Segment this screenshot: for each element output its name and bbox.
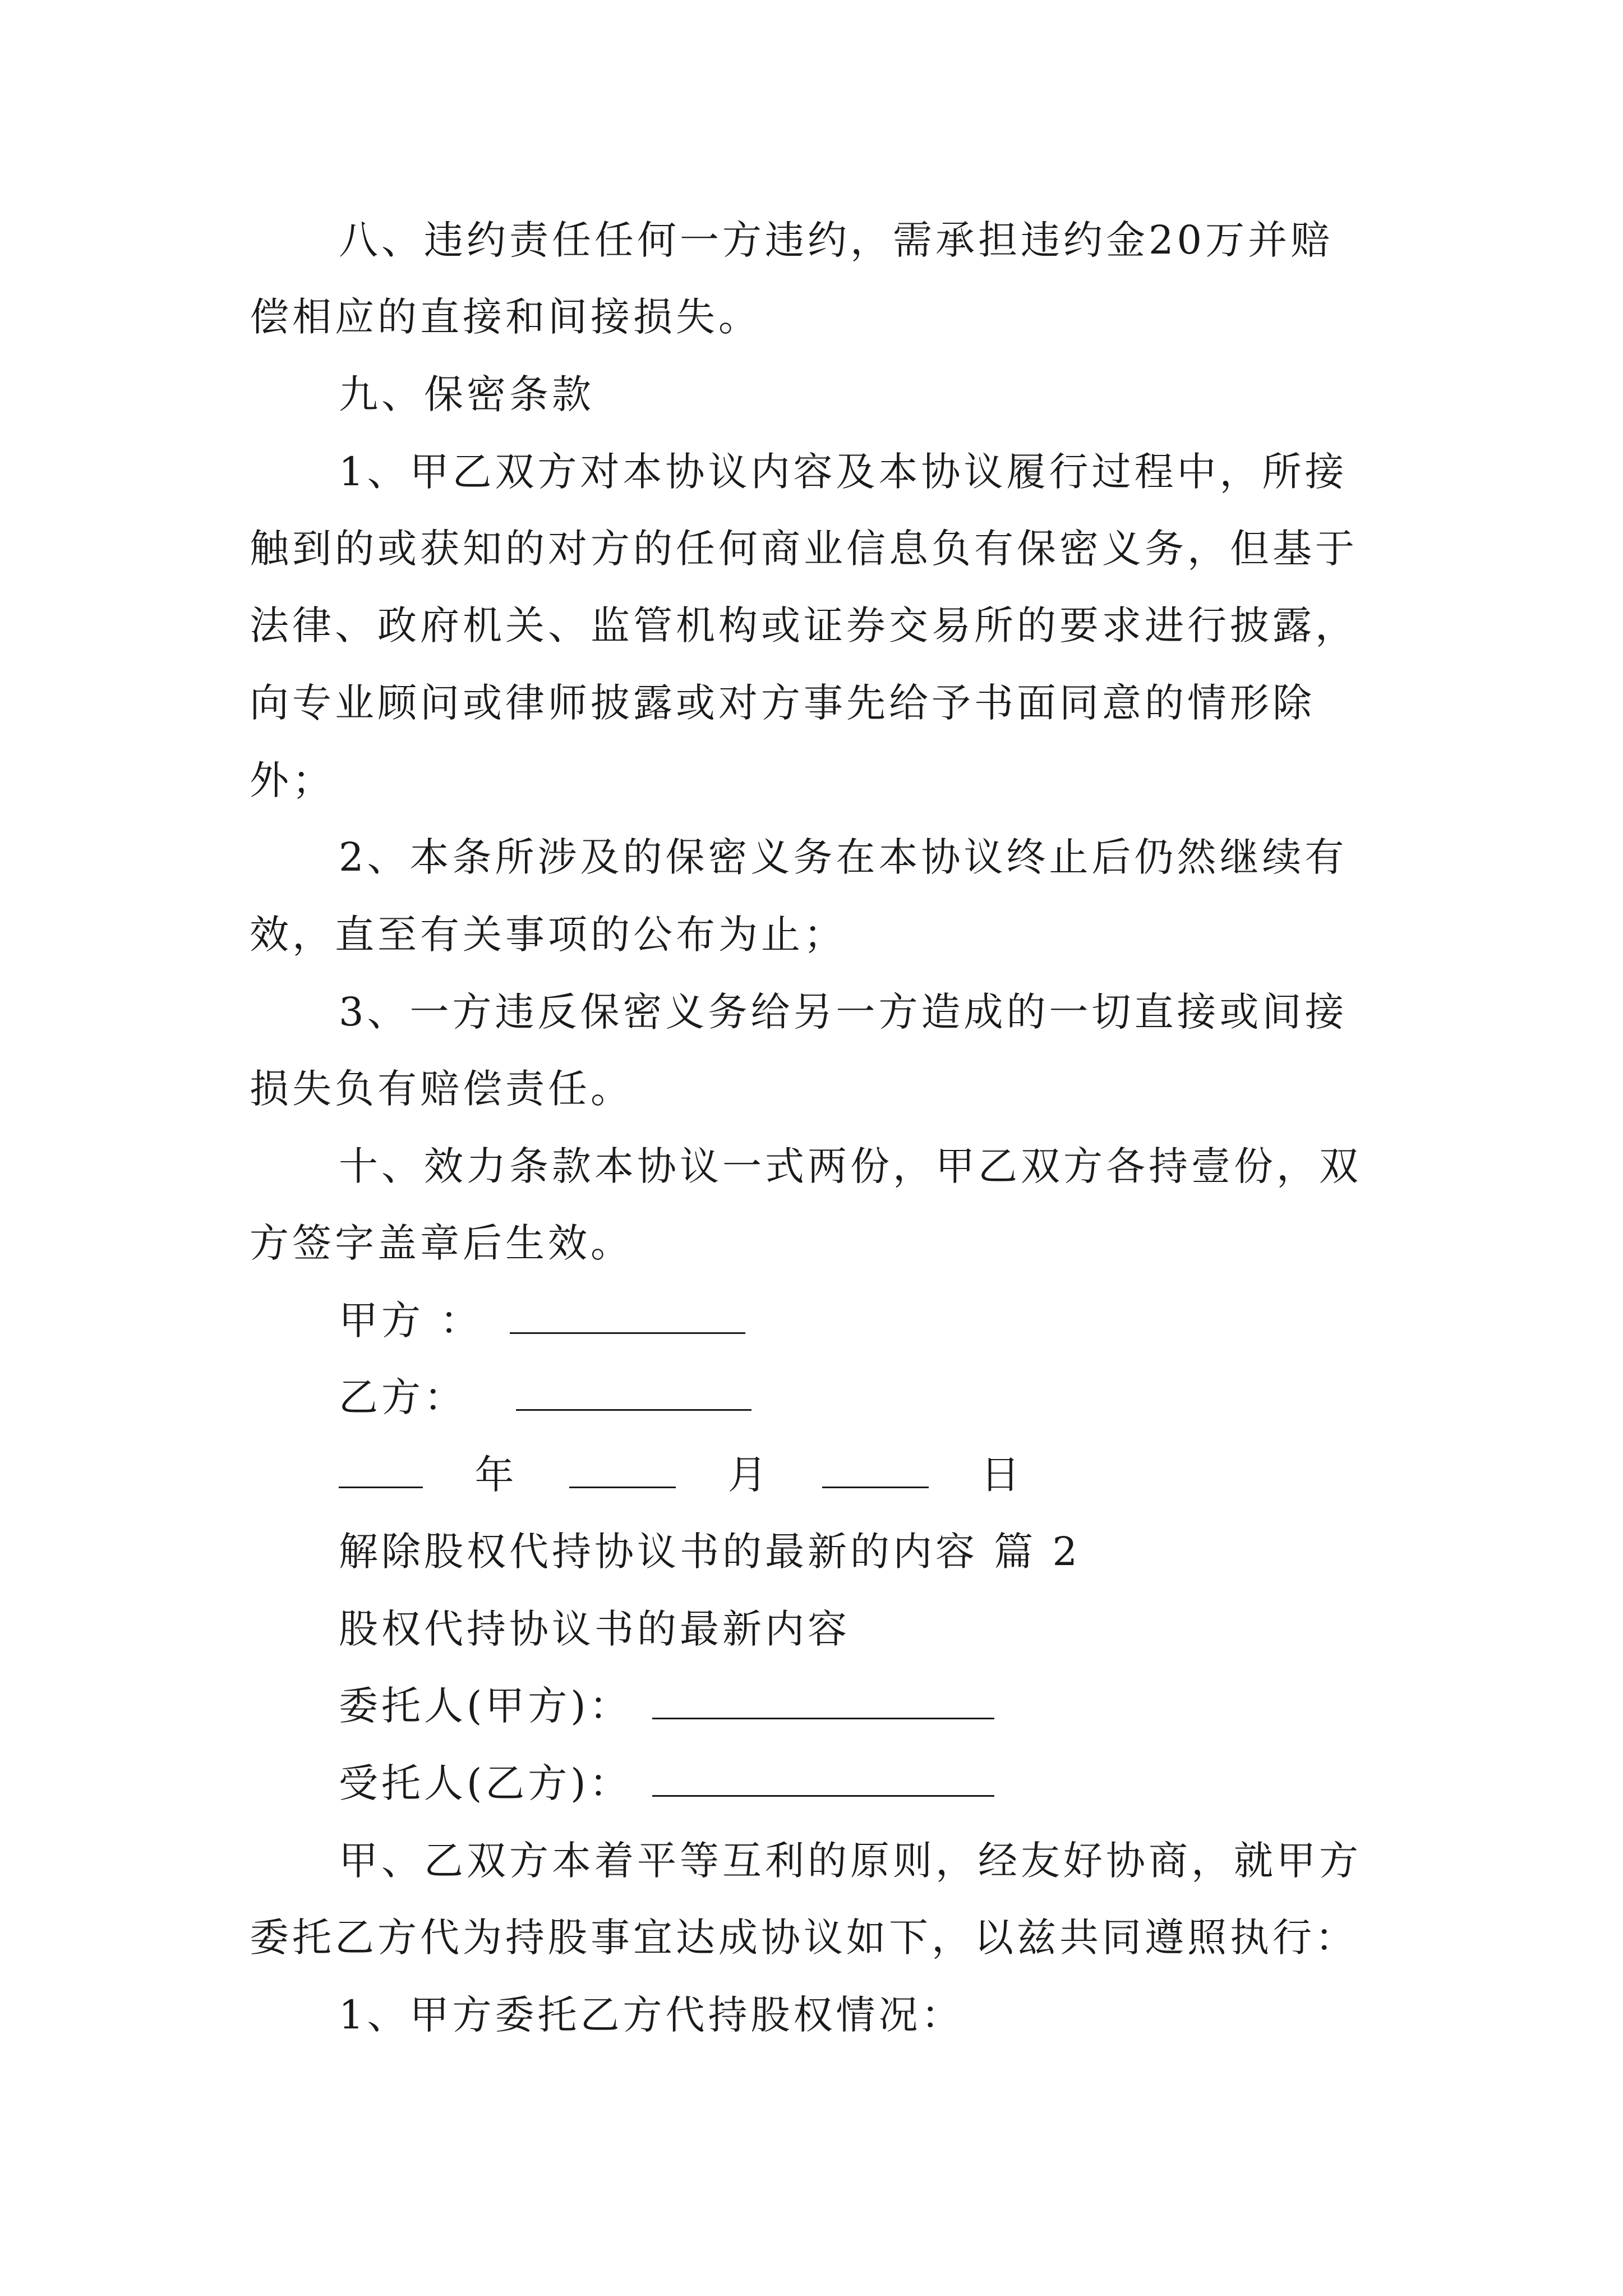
clause-9-1-line-5: 外； — [250, 757, 335, 803]
principal-blank — [652, 1687, 994, 1719]
clause-8-line-2: 偿相应的直接和间接损失。 — [250, 294, 761, 340]
section-2-title: 解除股权代持协议书的最新的内容 篇 2 — [339, 1529, 1081, 1575]
year-blank — [339, 1456, 423, 1488]
item-1: 1、甲方委托乙方代持股权情况： — [339, 1992, 964, 2038]
clause-9-1-line-1: 1、甲乙双方对本协议内容及本协议履行过程中，所接 — [339, 449, 1348, 495]
clause-9-3-line-1: 3、一方违反保密义务给另一方造成的一切直接或间接 — [339, 989, 1348, 1035]
principal-label: 委托人(甲方)： — [339, 1683, 632, 1729]
party-a-signature-blank — [510, 1302, 745, 1334]
party-b-signature-blank — [516, 1379, 751, 1411]
month-blank — [569, 1456, 676, 1488]
party-b-label: 乙方： — [339, 1374, 467, 1420]
clause-9-2-line-2: 效，直至有关事项的公布为止； — [250, 912, 846, 958]
trustee-label: 受托人(乙方)： — [339, 1760, 632, 1806]
party-a-label: 甲方 ： — [339, 1297, 483, 1343]
day-label: 日 — [980, 1452, 1023, 1498]
clause-10-line-1: 十、效力条款本协议一式两份，甲乙双方各持壹份，双 — [339, 1143, 1362, 1189]
date-row — [339, 1452, 1023, 1498]
preamble-line-2: 委托乙方代为持股事宜达成协议如下，以兹共同遵照执行： — [250, 1915, 1358, 1961]
clause-9-2-line-1: 2、本条所涉及的保密义务在本协议终止后仍然继续有 — [339, 834, 1348, 880]
clause-8-line-1: 八、违约责任任何一方违约，需承担违约金20万并赔 — [339, 217, 1334, 263]
party-b-signature-row — [339, 1374, 751, 1420]
party-a-signature-row — [339, 1297, 745, 1343]
year-label: 年 — [474, 1452, 518, 1498]
trustee-row — [339, 1760, 994, 1806]
day-blank — [822, 1456, 929, 1488]
clause-9-1-line-2: 触到的或获知的对方的任何商业信息负有保密义务，但基于 — [250, 526, 1358, 572]
clause-9-1-line-4: 向专业顾问或律师披露或对方事先给予书面同意的情形除 — [250, 680, 1315, 726]
clause-10-line-2: 方签字盖章后生效。 — [250, 1220, 633, 1266]
clause-9-title: 九、保密条款 — [339, 371, 594, 417]
preamble-line-1: 甲、乙双方本着平等互利的原则，经友好协商，就甲方 — [339, 1838, 1362, 1884]
clause-9-3-line-2: 损失负有赔偿责任。 — [250, 1066, 633, 1112]
clause-9-1-line-3: 法律、政府机关、监管机构或证券交易所的要求进行披露， — [250, 602, 1358, 648]
month-label: 月 — [727, 1452, 771, 1498]
trustee-blank — [652, 1765, 994, 1797]
principal-row — [339, 1683, 994, 1729]
section-2-subtitle: 股权代持协议书的最新内容 — [339, 1606, 850, 1652]
